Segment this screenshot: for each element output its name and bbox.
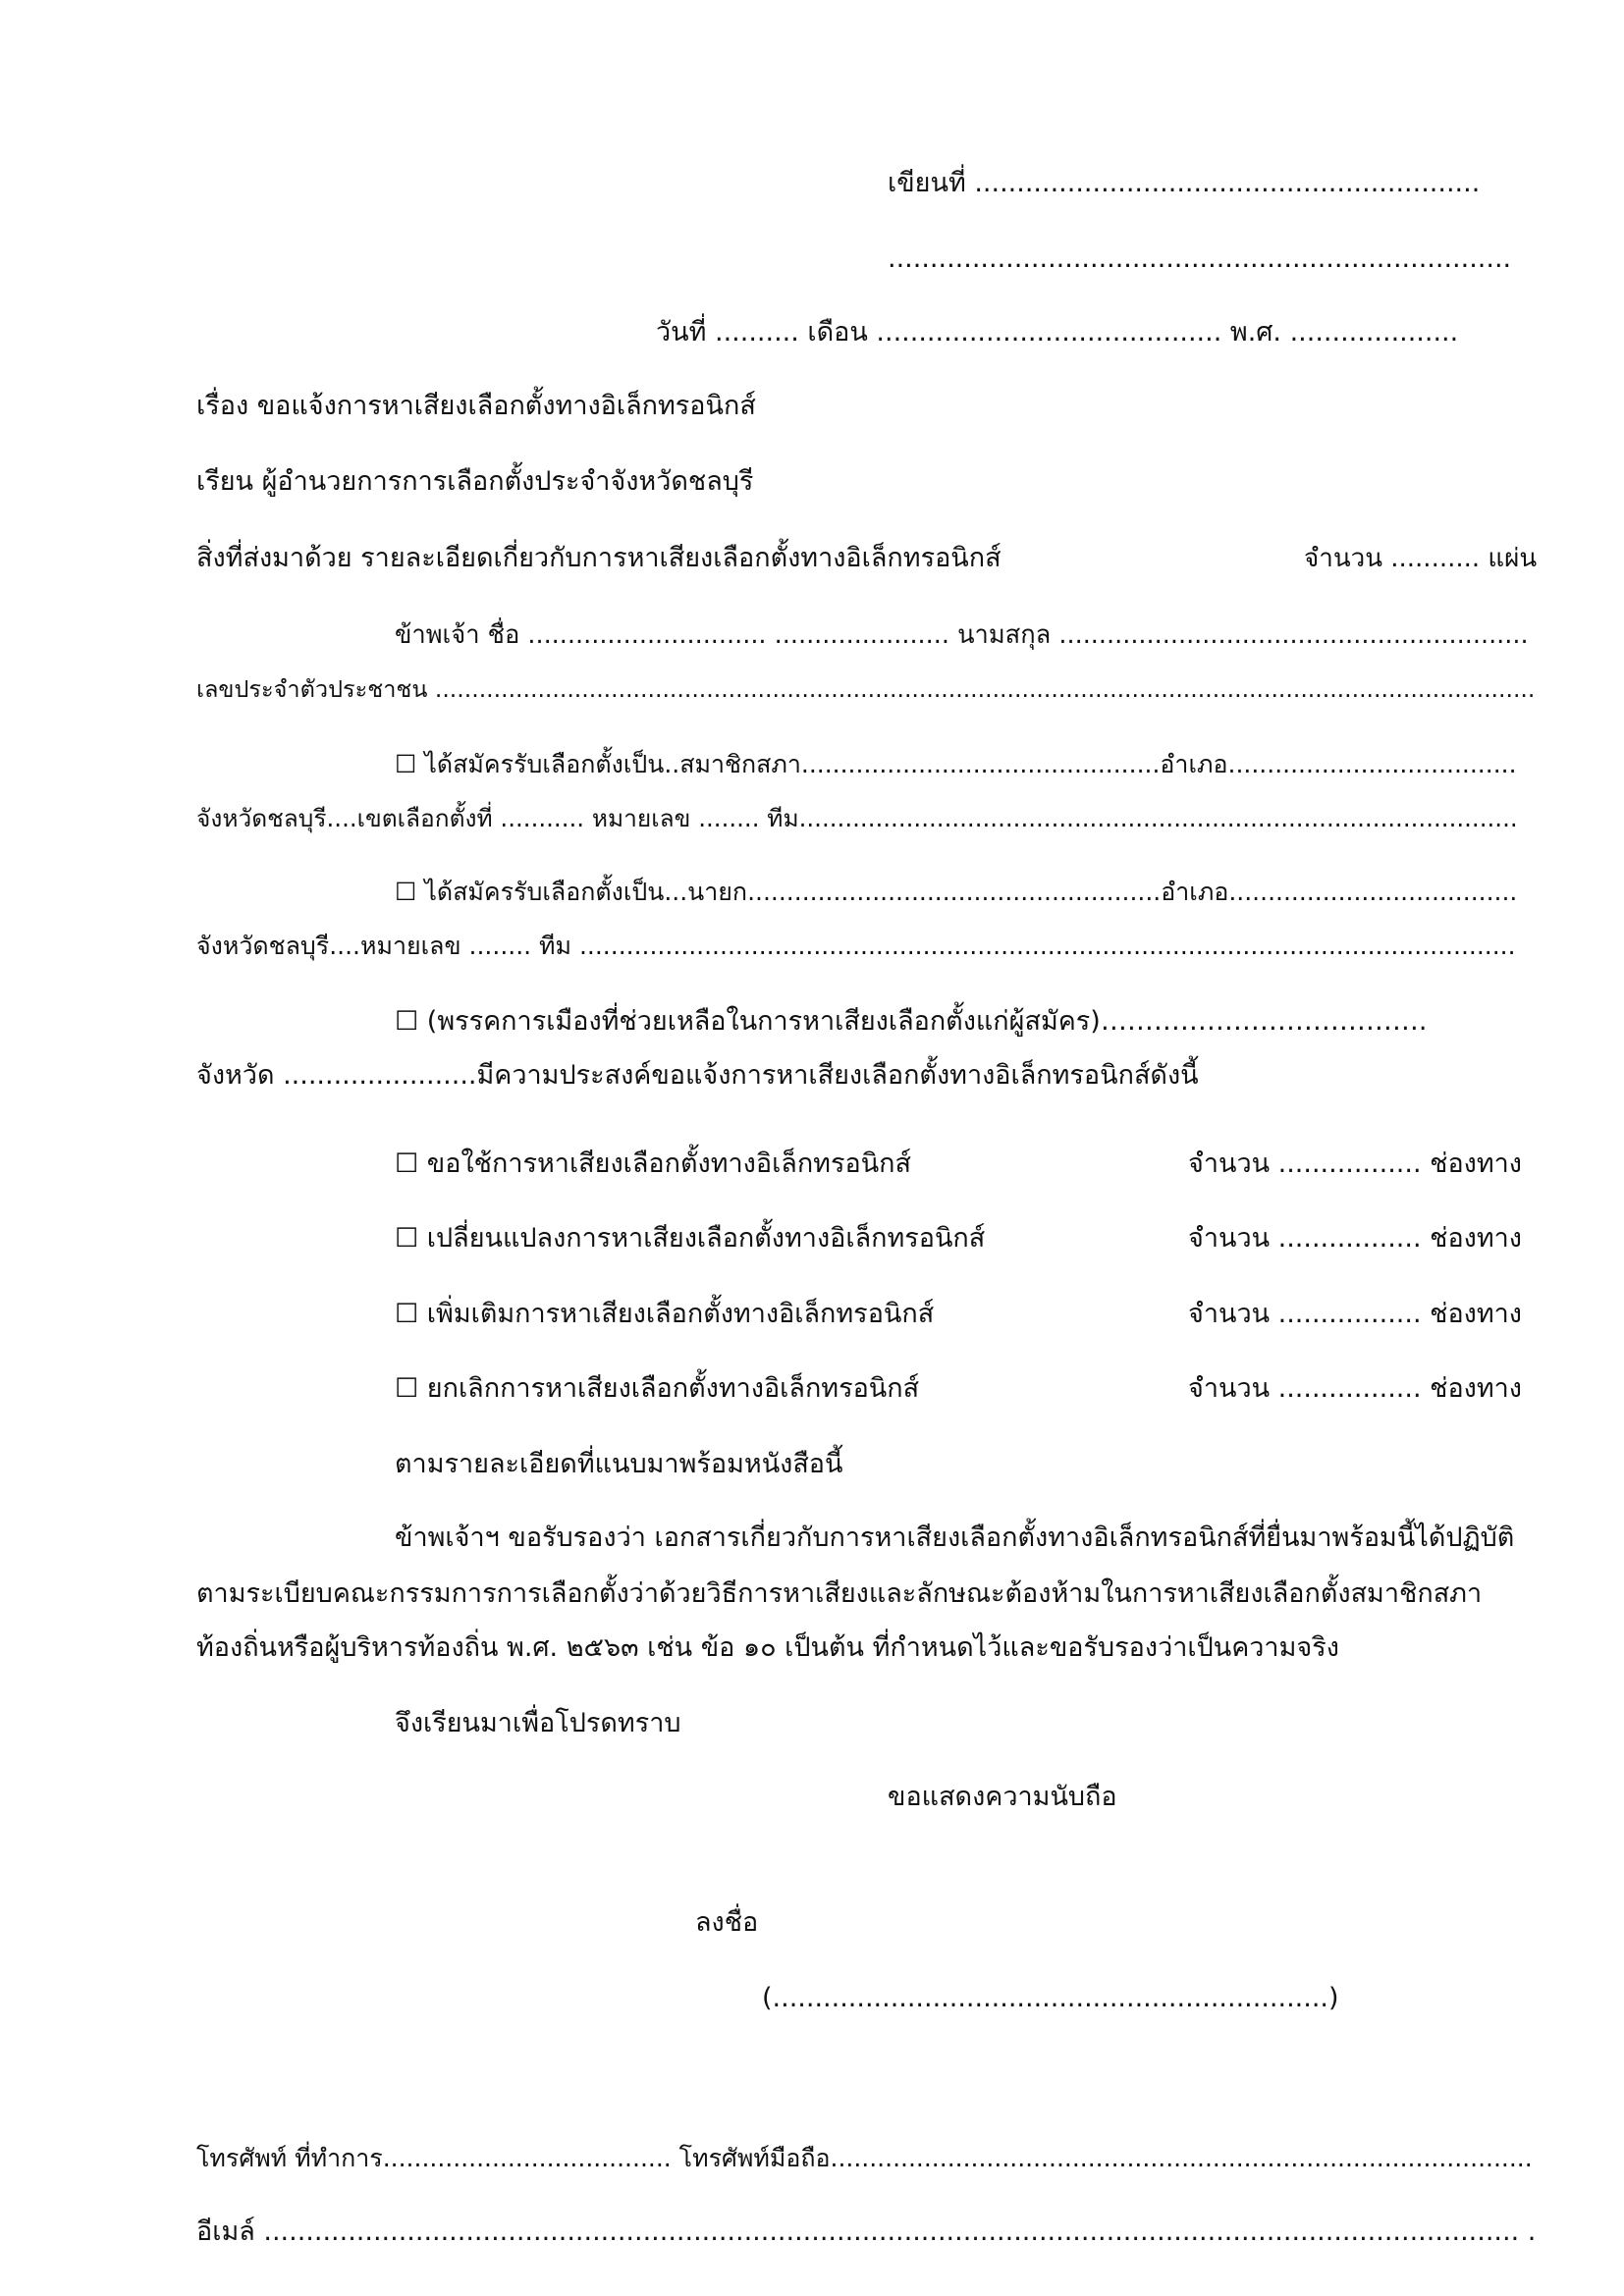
candidate-mayor-number-line: จังหวัดชลบุรี....หมายเลข ........ ทีม ........................................................................................................................	[196, 932, 1516, 960]
option-cancel[interactable]: ☐ ยกเลิกการหาเสียงเลือกตั้งทางอิเล็กทรอนิกส์	[395, 1373, 920, 1404]
applicant-name-line: ข้าพเจ้า ชื่อ .............................. ...................... นามสกุล ...........................................................	[395, 620, 1529, 650]
written-at-continuation: ..........................................................................	[888, 243, 1512, 274]
certification-line-2: ตามระเบียบคณะกรรมการการเลือกตั้งว่าด้วยวิธีการหาเสียงและลักษณะต้องห้ามในการหาเสียงเลือกตั้งสมาชิกสภา	[196, 1578, 1483, 1609]
signature-name-line: (..................................................................)	[762, 1983, 1339, 2013]
option-add-count: จำนวน ................. ช่องทาง	[1188, 1299, 1522, 1329]
recipient-line: เรียน ผู้อำนวยการการเลือกตั้งประจำจังหวัดชลบุรี	[196, 466, 754, 497]
party-province-line: จังหวัด .......................มีความประสงค์ขอแจ้งการหาเสียงเลือกตั้งทางอิเล็กทรอนิกส์ดังนี้	[196, 1060, 1199, 1091]
enclosure-count: จำนวน ........... แผ่น	[1304, 544, 1538, 573]
subject-line: เรื่อง ขอแจ้งการหาเสียงเลือกตั้งทางอิเล็กทรอนิกส์	[196, 391, 756, 421]
written-at-text: เขียนที่ ............................................................	[888, 168, 1481, 198]
email-line: อีเมล์ ..................................................................................................................................................... .	[196, 2216, 1537, 2247]
details-note: ตามรายละเอียดที่แนบมาพร้อมหนังสือนี้	[395, 1449, 843, 1479]
certification-line-3: ท้องถิ่นหรือผู้บริหารท้องถิ่น พ.ศ. ๒๕๖๓ เช่น ข้อ ๑๐ เป็นต้น ที่กำหนดไว้และขอรับรองว่าเป็นความจริง	[196, 1632, 1339, 1663]
closing-line: จึงเรียนมาเพื่อโปรดทราบ	[395, 1708, 681, 1738]
option-add[interactable]: ☐ เพิ่มเติมการหาเสียงเลือกตั้งทางอิเล็กทรอนิกส์	[395, 1299, 935, 1329]
certification-line-1: ข้าพเจ้าฯ ขอรับรองว่า เอกสารเกี่ยวกับการหาเสียงเลือกตั้งทางอิเล็กทรอนิกส์ที่ยื่นมาพร้อมนี้ได้ปฏิบัติ	[395, 1522, 1515, 1553]
option-change-count: จำนวน ................. ช่องทาง	[1188, 1223, 1522, 1254]
candidate-member-district-line: จังหวัดชลบุรี....เขตเลือกตั้งที่ ........... หมายเลข ........ ทีม..............................................................................................	[196, 804, 1518, 832]
option-change[interactable]: ☐ เปลี่ยนแปลงการหาเสียงเลือกตั้งทางอิเล็กทรอนิกส์	[395, 1223, 986, 1254]
option-request-use-count: จำนวน ................. ช่องทาง	[1188, 1148, 1522, 1179]
signature-label: ลงชื่อ	[695, 1907, 759, 1938]
candidate-member-line[interactable]: ☐ ได้สมัครรับเลือกตั้งเป็น..สมาชิกสภา..............................................อำเภอ.....................................	[395, 750, 1517, 778]
written-at-line	[888, 165, 1481, 202]
applicant-id-line: เลขประจำตัวประชาชน ......................................................................................................................................................	[196, 675, 1536, 703]
phone-line: โทรศัพท์ ที่ทำการ..................................... โทรศัพท์มือถือ..........................................................................................	[196, 2144, 1533, 2172]
party-line[interactable]: ☐ (พรรคการเมืองที่ช่วยเหลือในการหาเสียงเลือกตั้งแก่ผู้สมัคร)……………………………….	[395, 1006, 1428, 1037]
enclosure-line	[196, 540, 1001, 577]
option-request-use[interactable]: ☐ ขอใช้การหาเสียงเลือกตั้งทางอิเล็กทรอนิกส์	[395, 1148, 911, 1179]
enclosure-label: สิ่งที่ส่งมาด้วย รายละเอียดเกี่ยวกับการหาเสียงเลือกตั้งทางอิเล็กทรอนิกส์	[196, 543, 1001, 573]
candidate-mayor-line[interactable]: ☐ ได้สมัครรับเลือกตั้งเป็น...นายก.....................................................อำเภอ.....................................	[395, 878, 1518, 906]
date-line: วันที่ .......... เดือน ......................................... พ.ศ. ....................	[656, 317, 1459, 347]
regards-line: ขอแสดงความนับถือ	[888, 1782, 1117, 1812]
option-cancel-count: จำนวน ................. ช่องทาง	[1188, 1373, 1522, 1404]
